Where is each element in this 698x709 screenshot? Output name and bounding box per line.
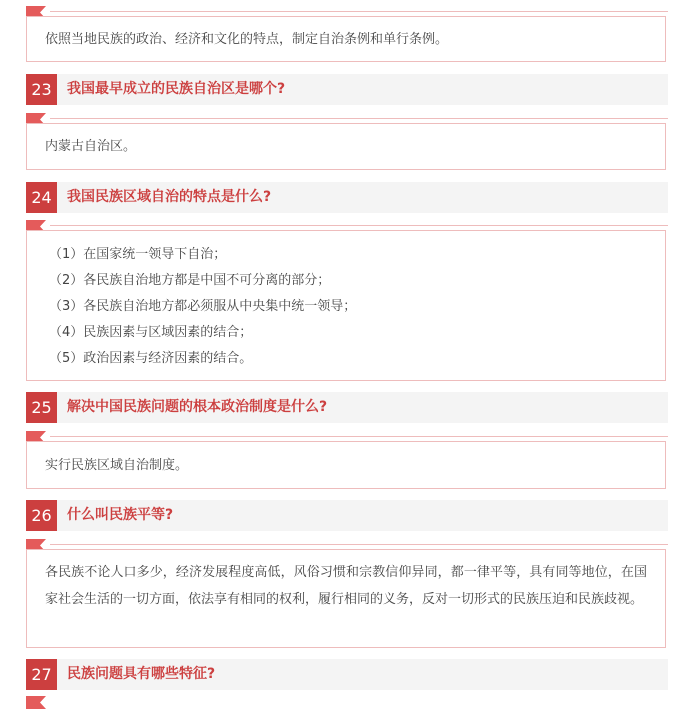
ribbon-divider xyxy=(50,544,668,545)
answer-22-text: 依照当地民族的政治、经济和文化的特点，制定自治条例和单行条例。 xyxy=(45,32,449,47)
answer-25-text: 实行民族区域自治制度。 xyxy=(45,458,189,473)
list-item: （5）政治因素与经济因素的结合。 xyxy=(49,351,253,366)
ribbon-divider xyxy=(50,11,668,12)
ribbon-divider xyxy=(50,118,668,119)
question-text: 我国民族区域自治的特点是什么? xyxy=(67,189,272,205)
list-item: （2）各民族自治地方都是中国不可分离的部分； xyxy=(49,273,331,288)
answer-22-box xyxy=(26,16,666,62)
question-number: 27 xyxy=(26,659,57,690)
answer-26-text: 各民族不论人口多少，经济发展程度高低，风俗习惯和宗教信仰异同，都一律平等，具有同等地位，在国家社会生活的一切方面，依法享有相同的权利，履行相同的义务，反对一切形式的民族压迫和民族歧视。 xyxy=(45,565,647,607)
question-26 xyxy=(26,500,668,531)
question-number: 26 xyxy=(26,500,57,531)
ribbon-divider xyxy=(50,225,668,226)
list-item: （3）各民族自治地方都必须服从中央集中统一领导； xyxy=(49,299,357,314)
ribbon-flag-icon xyxy=(26,696,46,709)
question-24 xyxy=(26,182,668,213)
answer-23-text: 内蒙古自治区。 xyxy=(45,139,137,154)
question-27 xyxy=(26,659,668,690)
list-item: （1）在国家统一领导下自治； xyxy=(49,247,227,262)
answer-23-box xyxy=(26,123,666,170)
list-item: （4）民族因素与区域因素的结合； xyxy=(49,325,253,340)
ribbon-divider xyxy=(50,436,668,437)
question-number: 23 xyxy=(26,74,57,105)
question-text: 民族问题具有哪些特征? xyxy=(67,666,216,682)
answer-24-box xyxy=(26,230,666,381)
question-23 xyxy=(26,74,668,105)
question-number: 24 xyxy=(26,182,57,213)
question-text: 解决中国民族问题的根本政治制度是什么? xyxy=(67,399,328,415)
question-25 xyxy=(26,392,668,423)
question-text: 什么叫民族平等? xyxy=(67,507,174,523)
question-number: 25 xyxy=(26,392,57,423)
answer-25-box xyxy=(26,441,666,489)
question-text: 我国最早成立的民族自治区是哪个? xyxy=(67,81,286,97)
answer-26-box xyxy=(26,549,666,648)
